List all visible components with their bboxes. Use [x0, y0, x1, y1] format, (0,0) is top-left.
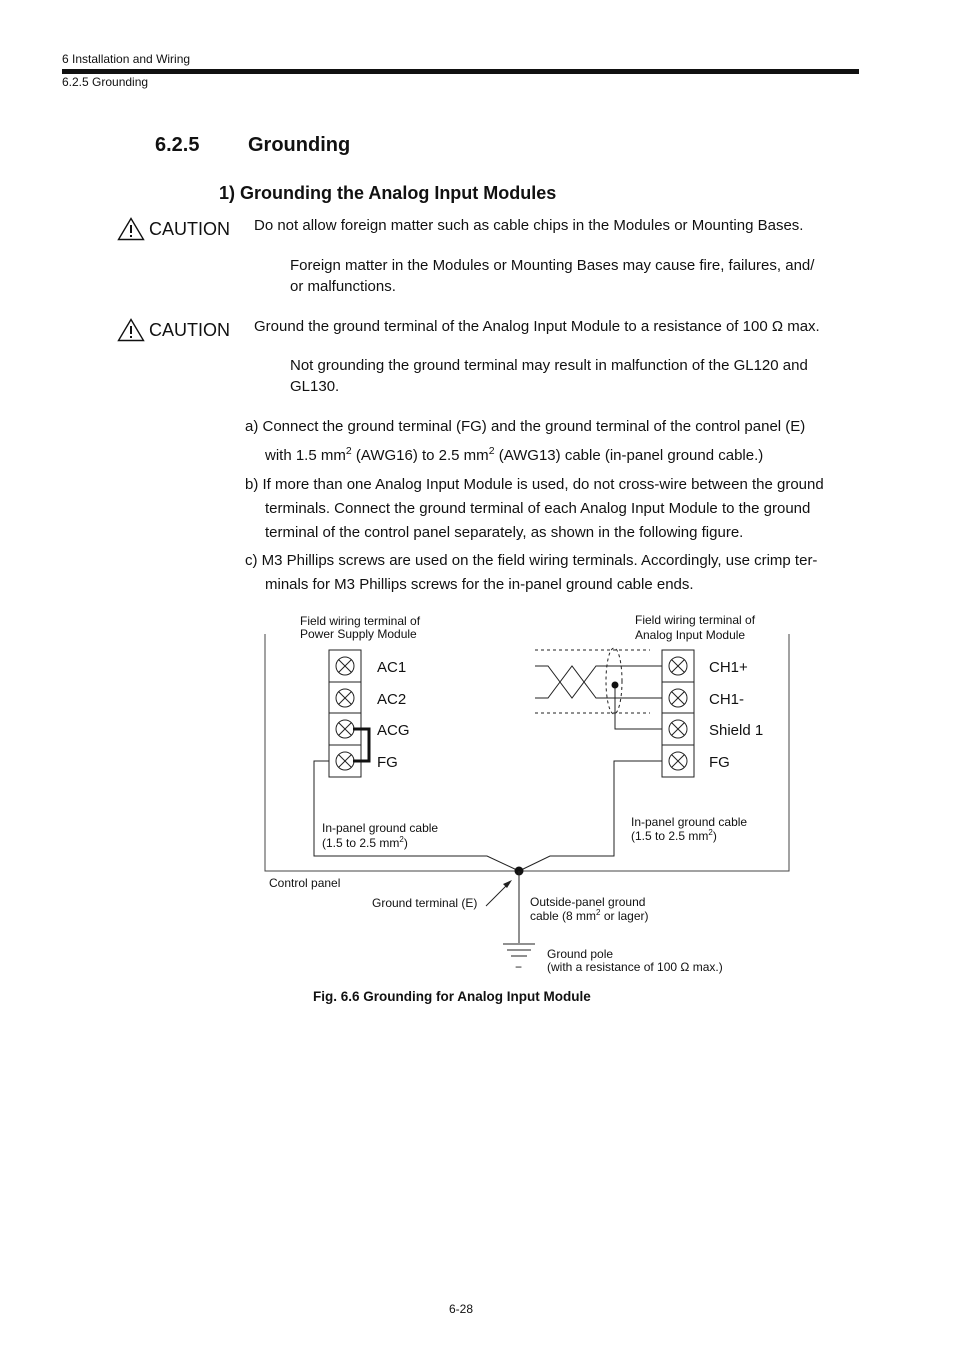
- ai-caption-line1: Field wiring terminal of: [635, 613, 756, 627]
- section-title: Grounding: [248, 134, 351, 156]
- outside-cable-label-line2: cable (8 $mm^2$ or lager): [530, 908, 649, 923]
- psu-caption-line2: Power Supply Module: [300, 627, 417, 641]
- ground-symbol-icon: [503, 944, 535, 956]
- screw-terminal-icon: [336, 720, 354, 738]
- screw-terminal-icon: [669, 657, 687, 675]
- outside-cable-label-line1: Outside-panel ground: [530, 895, 646, 909]
- ground-pole-label-line2: (with a resistance of 100 Ω max.): [547, 960, 723, 974]
- screw-terminal-icon: [669, 752, 687, 770]
- ai-terminal-label: CH1-: [709, 691, 745, 708]
- caution-2-detail-line1: Not grounding the ground terminal may result in malfunction of the GL120 and: [290, 357, 808, 374]
- subsection-title: 1) Grounding the Analog Input Modules: [219, 183, 557, 203]
- caution-1-detail-line2: or malfunctions.: [290, 278, 396, 295]
- caution-1-main: Do not allow foreign matter such as cable chips in the Modules or Mounting Bases.: [254, 217, 804, 234]
- list-item-b-line2: terminals. Connect the ground terminal of each Analog Input Module to the ground: [265, 500, 811, 517]
- screw-terminal-icon: [669, 689, 687, 707]
- list-item-b-line3: terminal of the control panel separately, as shown in the following figure.: [265, 524, 744, 541]
- psu-terminal-label: ACG: [377, 722, 410, 739]
- psu-terminal-label: AC2: [377, 691, 407, 708]
- screw-terminal-icon: [336, 752, 354, 770]
- ai-caption-line2: Analog Input Module: [635, 628, 746, 642]
- caution-2-main: Ground the ground terminal of the Analog Input Module to a resistance of 100 Ω max.: [254, 318, 820, 335]
- running-header-section: 6.2.5 Grounding: [62, 75, 149, 89]
- right-cable-label-line1: In-panel ground cable: [631, 815, 748, 829]
- psu-terminal-label: FG: [377, 754, 398, 771]
- psu-terminal-label: AC1: [377, 659, 407, 676]
- caution-text-1: CAUTION: [149, 218, 230, 239]
- caution-1-detail-line1: Foreign matter in the Modules or Mounting Bases may cause fire, failures, and/: [290, 257, 815, 274]
- section-number: 6.2.5: [155, 134, 200, 156]
- screw-terminal-icon: [669, 720, 687, 738]
- page-number: 6-28: [449, 1302, 474, 1316]
- list-item-c-line2: minals for M3 Phillips screws for the in-panel ground cable ends.: [265, 576, 694, 593]
- caution-text-2: CAUTION: [149, 319, 230, 340]
- ground-pole-label-line1: Ground pole: [547, 947, 614, 961]
- list-item-c-line1: c) M3 Phillips screws are used on the field wiring terminals. Accordingly, use crimp ter-: [245, 552, 818, 569]
- list-item-a-line2: with 1.5 $mm^2$ (AWG16) to 2.5 $mm^2$ (AWG13) cable (in-panel ground cable.): [265, 445, 764, 464]
- screw-terminal-icon: [336, 657, 354, 675]
- right-cable-label-line2: (1.5 to 2.5 $mm^2$): [631, 828, 717, 843]
- psu-caption-line1: Field wiring terminal of: [300, 614, 421, 628]
- minus-sign: −: [515, 960, 523, 974]
- left-cable-label-line2: (1.5 to 2.5 $mm^2$): [322, 835, 408, 850]
- screw-terminal-icon: [336, 689, 354, 707]
- ai-terminal-label: FG: [709, 754, 730, 771]
- shield-drain-wire: [615, 685, 662, 729]
- control-panel-label: Control panel: [269, 876, 341, 890]
- twisted-pair-cable: [535, 648, 662, 714]
- ground-terminal-label: Ground terminal (E): [372, 896, 478, 910]
- arrowhead-icon: [503, 880, 512, 888]
- shield-junction-dot: [612, 682, 619, 689]
- ai-terminal-label: Shield 1: [709, 722, 764, 739]
- ai-terminal-label: CH1+: [709, 659, 748, 676]
- caution-2-detail-line2: GL130.: [290, 378, 340, 395]
- list-item-a-line1: a) Connect the ground terminal (FG) and the ground terminal of the control panel (E): [245, 418, 806, 435]
- ai-terminal-block: [662, 650, 694, 777]
- left-cable-label-line1: In-panel ground cable: [322, 821, 439, 835]
- psu-terminal-block: [329, 650, 361, 777]
- running-header-chapter: 6 Installation and Wiring: [62, 52, 191, 66]
- list-item-b-line1: b) If more than one Analog Input Module is used, do not cross-wire between the ground: [245, 476, 824, 493]
- figure-caption: Fig. 6.6 Grounding for Analog Input Module: [313, 989, 591, 1004]
